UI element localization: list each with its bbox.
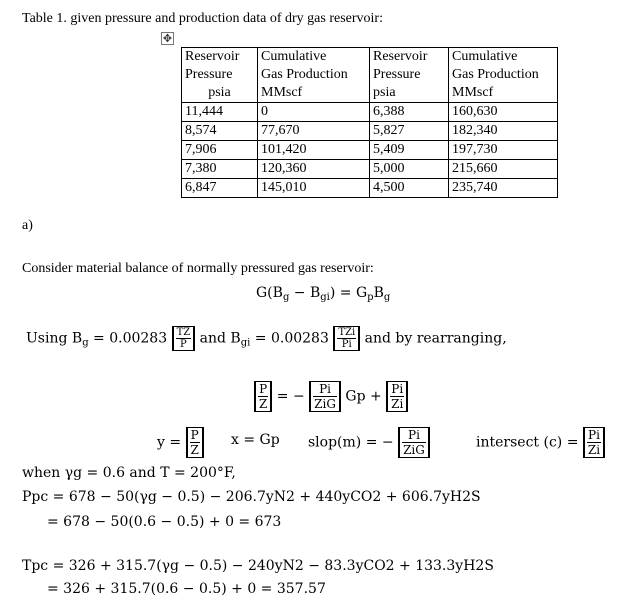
eq-part: = − (276, 388, 310, 405)
frac-den: ZiG (403, 443, 425, 457)
header-line: MMscf (452, 85, 494, 100)
table-cell: 5,000 (370, 160, 449, 179)
table-cell: 11,444 (182, 103, 258, 122)
material-balance-intro: Consider material balance of normally pressured gas reservoir: (22, 261, 374, 276)
ppc-equation: Ppc = 678 − 50(γg − 0.5) − 206.7yN2 + 440yCO2 + 606.7yH2S (22, 489, 481, 505)
header-line: Cumulative (261, 49, 327, 64)
frac-num: Pi (313, 382, 337, 397)
eq-part: Gp + (345, 388, 387, 405)
header-production-2 (449, 48, 558, 103)
table-caption: Table 1. given pressure and production data of dry gas reservoir: (22, 11, 383, 26)
pi-over-zig (309, 381, 341, 412)
frac-den: Z (190, 443, 199, 457)
table-cell: 215,660 (449, 160, 558, 179)
table-cell: 235,740 (449, 179, 558, 198)
header-line: Pressure (373, 67, 421, 82)
frac-den: Z (259, 397, 268, 411)
using-sub: g (82, 337, 89, 349)
header-line: psia (208, 85, 231, 100)
intersect-fraction (583, 427, 605, 458)
tpc-equation: Tpc = 326 + 315.7(γg − 0.5) − 240yN2 − 83.3yCO2 + 133.3yH2S (22, 558, 494, 574)
using-text: Using B (26, 330, 83, 347)
eq-sub: gi (320, 292, 330, 303)
frac-den: P (180, 339, 187, 350)
table-cell: 8,574 (182, 122, 258, 141)
straight-line-equation (254, 381, 408, 412)
header-production-1 (258, 48, 370, 103)
bgi-fraction (333, 326, 360, 351)
table-cell: 182,340 (449, 122, 558, 141)
conditions-line: when γg = 0.6 and T = 200°F, (22, 465, 236, 481)
frac-num: TZ (176, 327, 191, 338)
intersect-definition (476, 427, 605, 458)
def-text: slop(m) = − (308, 434, 399, 451)
table-row (182, 179, 558, 198)
eq-part: B (373, 285, 384, 301)
table-cell: 160,630 (449, 103, 558, 122)
table-cell: 0 (258, 103, 370, 122)
using-sub: gi (240, 337, 251, 349)
material-balance-equation (256, 285, 390, 303)
eq-part: G(B (256, 285, 283, 301)
tpc-result: = 326 + 315.7(0.6 − 0.5) + 0 = 357.57 (47, 581, 326, 597)
table-cell: 145,010 (258, 179, 370, 198)
slope-definition (308, 427, 430, 458)
pi-over-zi (386, 381, 408, 412)
table-cell: 6,847 (182, 179, 258, 198)
frac-den: ZiG (314, 397, 336, 411)
table-cell: 6,388 (370, 103, 449, 122)
table-cell: 120,360 (258, 160, 370, 179)
frac-num: Pi (588, 428, 600, 442)
table-move-handle-icon[interactable]: ✥ (162, 32, 173, 45)
header-line: Gas Production (261, 67, 348, 82)
frac-num: TZi (338, 327, 356, 338)
table-row (182, 160, 558, 179)
def-text: y = (157, 434, 186, 451)
using-text: and B (199, 330, 241, 347)
frac-num: P (190, 428, 199, 442)
header-line: psia (373, 85, 396, 100)
frac-den: Pi (341, 339, 352, 350)
table-cell: 197,730 (449, 141, 558, 160)
header-line: Pressure (185, 67, 233, 82)
p-over-z (254, 381, 272, 412)
frac-num: Pi (391, 382, 404, 396)
header-line: Gas Production (452, 67, 539, 82)
using-bg-line (26, 326, 507, 351)
table-cell: 5,827 (370, 122, 449, 141)
table-row (182, 141, 558, 160)
y-definition (157, 427, 204, 458)
using-text: = 0.00283 (88, 330, 168, 347)
using-text: = 0.00283 (250, 330, 329, 347)
eq-sub: p (367, 292, 374, 303)
table-cell: 77,670 (258, 122, 370, 141)
table-cell: 4,500 (370, 179, 449, 198)
table-cell: 101,420 (258, 141, 370, 160)
data-table (181, 47, 558, 198)
header-line: Reservoir (185, 49, 240, 64)
eq-part: − B (289, 285, 321, 301)
table-row (182, 122, 558, 141)
bg-fraction (172, 326, 196, 351)
slope-fraction (398, 427, 430, 458)
table-cell: 7,906 (182, 141, 258, 160)
part-label: a) (22, 218, 33, 233)
table-header-row (182, 48, 558, 103)
header-line: Cumulative (452, 49, 518, 64)
frac-num: Pi (402, 428, 426, 443)
ppc-result: = 678 − 50(0.6 − 0.5) + 0 = 673 (47, 514, 282, 530)
header-pressure-1 (182, 48, 258, 103)
frac-den: Zi (391, 397, 404, 411)
y-fraction (186, 427, 204, 458)
header-line: MMscf (261, 85, 303, 100)
eq-part: ) = G (329, 285, 368, 301)
x-definition: x = Gp (231, 432, 280, 448)
header-line: Reservoir (373, 49, 428, 64)
frac-den: Zi (587, 443, 601, 457)
eq-sub: g (383, 292, 391, 303)
table-row (182, 103, 558, 122)
table-cell: 7,380 (182, 160, 258, 179)
using-text: and by rearranging, (364, 330, 507, 347)
header-pressure-2 (370, 48, 449, 103)
frac-num: P (259, 382, 268, 396)
table-cell: 5,409 (370, 141, 449, 160)
def-text: intersect (c) = (476, 434, 583, 451)
eq-sub: g (282, 292, 290, 303)
